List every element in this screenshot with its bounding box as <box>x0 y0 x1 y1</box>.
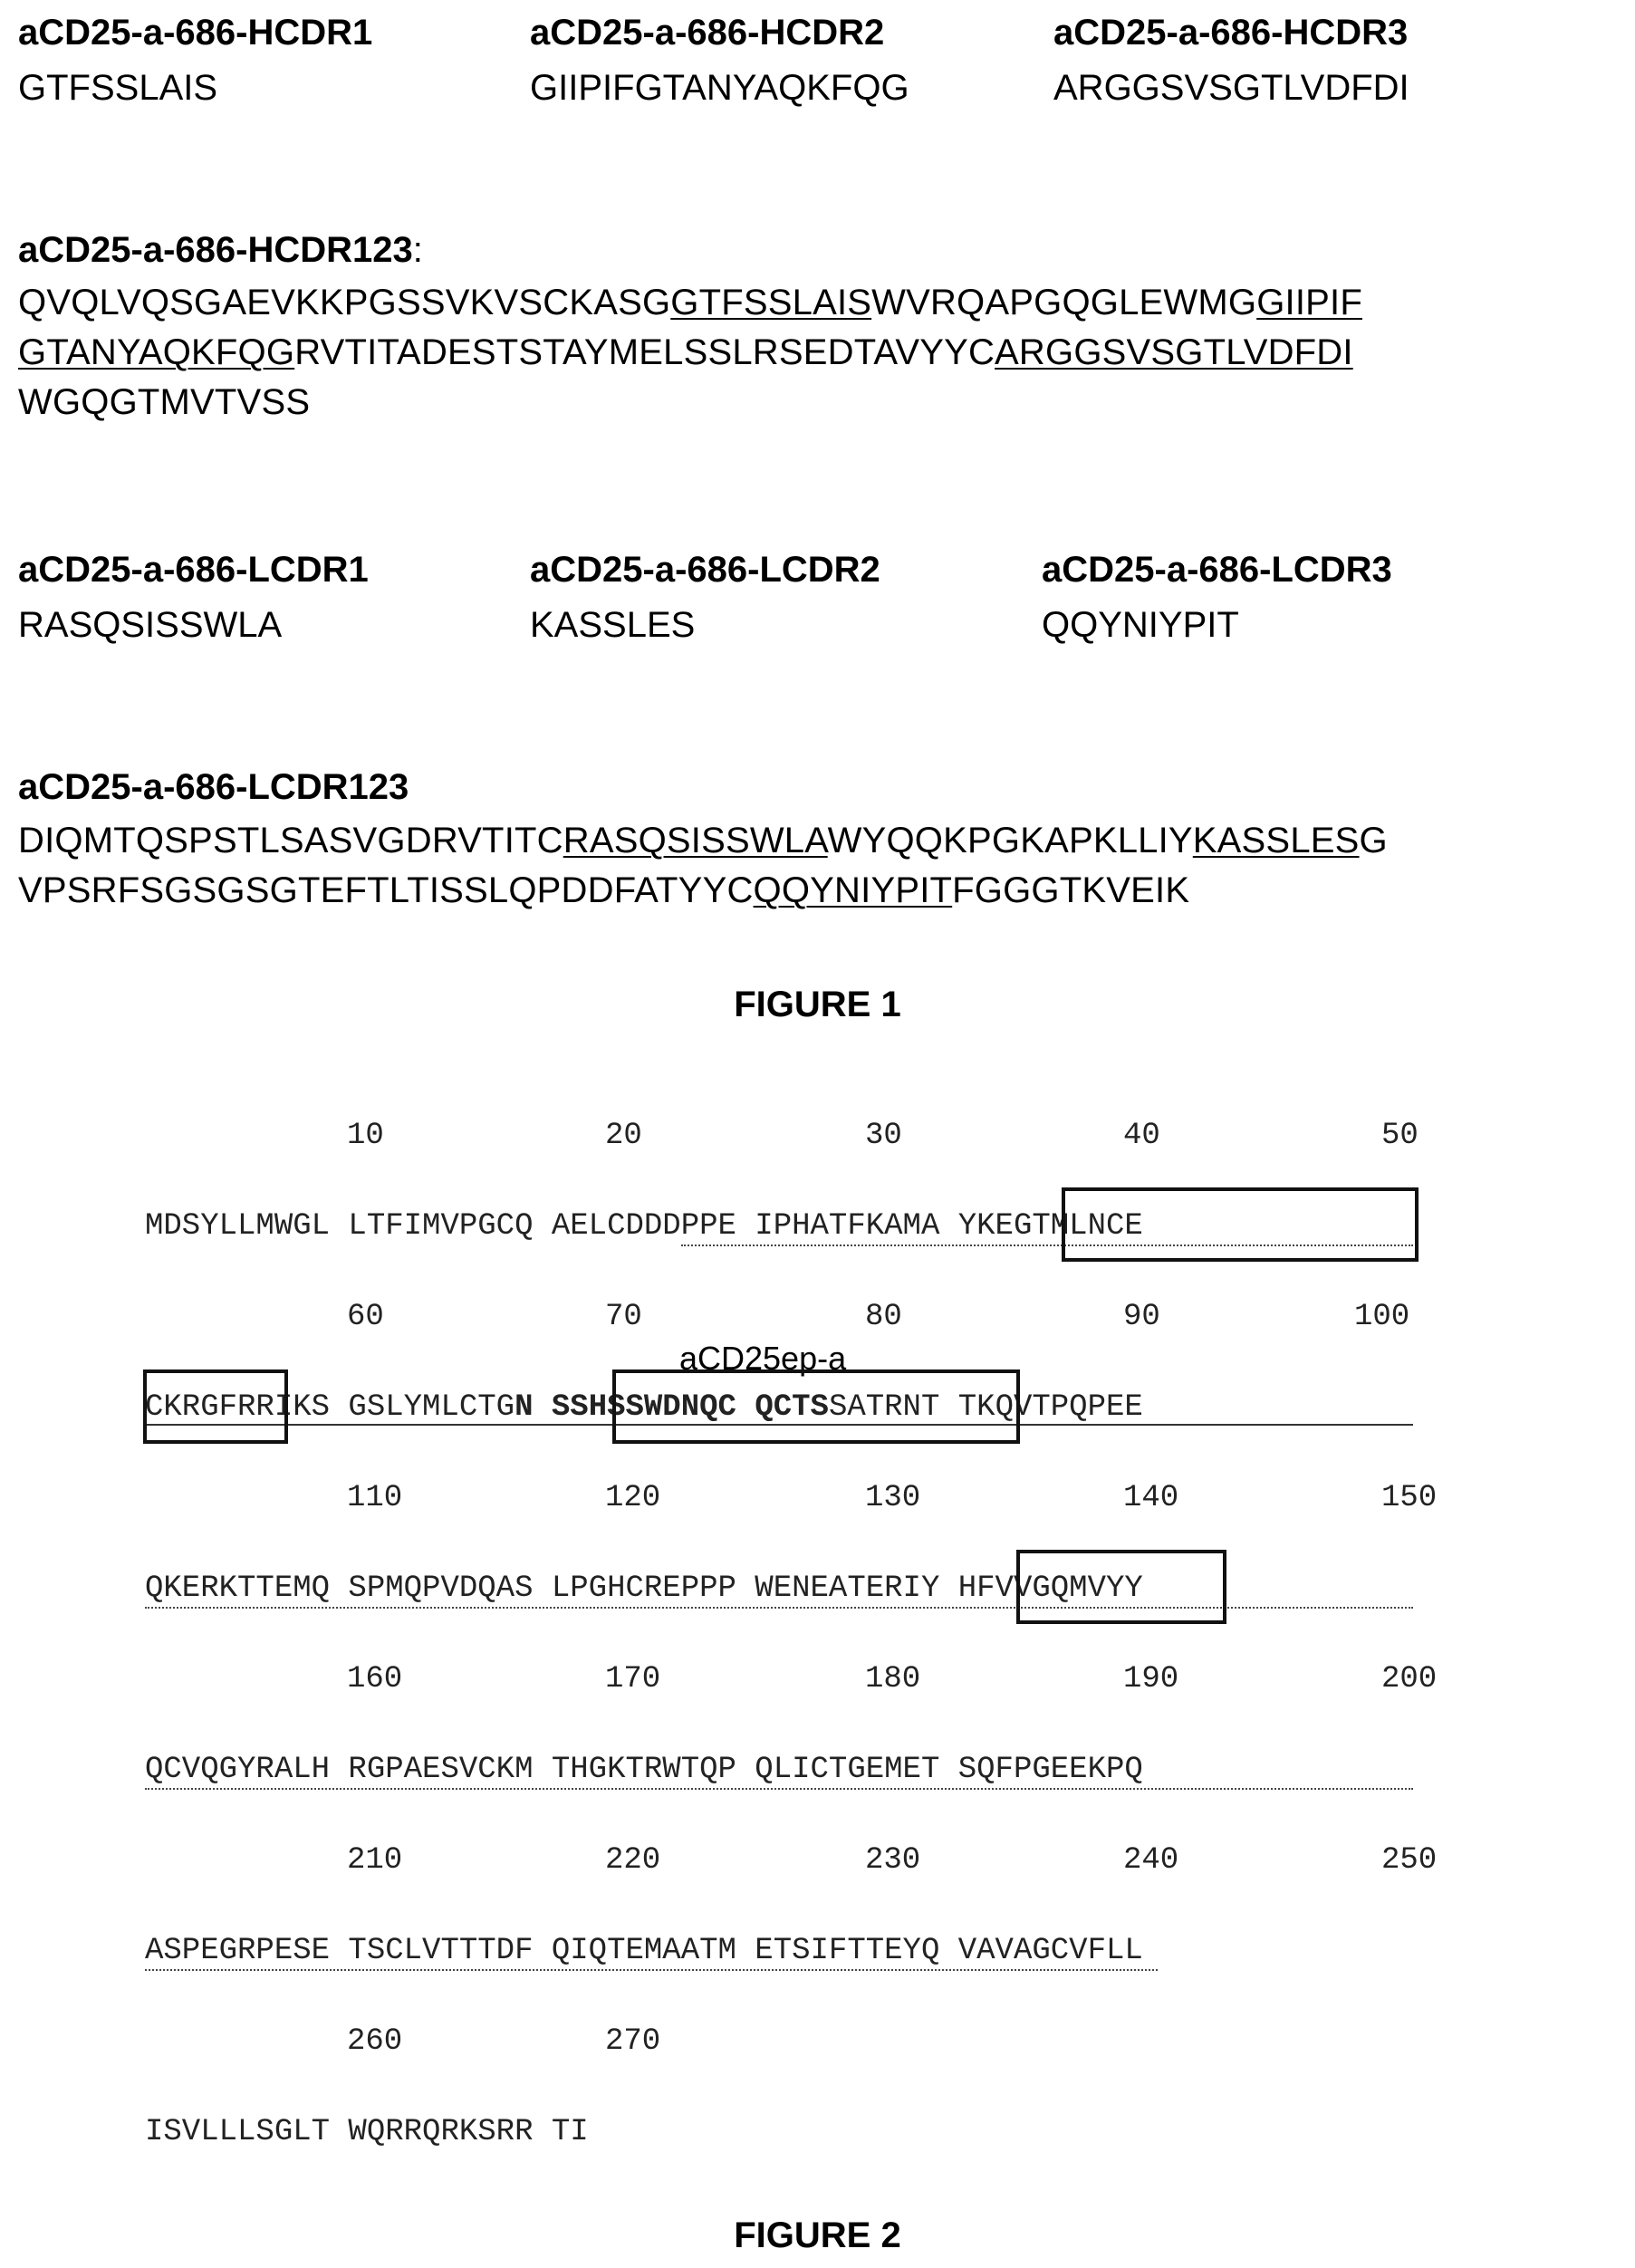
sequence-row-2-part-1: CKRGFRRIKS GSLYMLCTG <box>145 1390 515 1425</box>
position-label: 30 <box>865 1119 902 1153</box>
position-label: 200 <box>1381 1662 1438 1696</box>
position-label: 270 <box>605 2024 661 2059</box>
sequence-row-2-part-3: SATRNT TKQVTPQPEE <box>828 1390 1143 1425</box>
position-label: 170 <box>605 1662 661 1696</box>
sequence-row-3: QKERKTTEMQ SPMQPVDQAS LPGHCREPPP WENEATERIY HFVVGQMVYY <box>145 1571 1143 1606</box>
lcdr1-name: aCD25-a-686-LCDR1 <box>18 550 369 590</box>
position-label: 100 <box>1354 1300 1410 1334</box>
lcdr1-sequence: RASQSISSWLA <box>18 605 283 645</box>
hcdr123-name-text: aCD25-a-686-HCDR123 <box>18 230 413 270</box>
hcdr123-cdr3: ARGGSVSGTLVDFDI <box>995 332 1353 372</box>
hcdr123-line-1 <box>18 281 1362 324</box>
position-label: 260 <box>347 2024 403 2059</box>
epitope-residues: N SSHSSWDNQC QCTS <box>515 1390 829 1425</box>
lcdr123-cdr3: QQYNIYPIT <box>753 870 953 910</box>
sequence-row-6: ISVLLLSGLT WQRRQRKSRR TI <box>145 2115 589 2149</box>
hcdr123-cdr2-part-1: GIIPIF <box>1256 283 1362 322</box>
hcdr123-cdr2-part-2: GTANYAQKFQG <box>18 332 295 372</box>
position-label: 50 <box>1381 1119 1419 1153</box>
lcdr123-framework-4: FGGGTKVEIK <box>952 870 1190 910</box>
hcdr123-name <box>18 228 423 272</box>
ectodomain-dotted-underline <box>145 1969 1158 1971</box>
figure-2-caption: FIGURE 2 <box>734 2215 901 2255</box>
lcdr123-cdr2: KASSLES <box>1192 821 1360 860</box>
lcdr2-sequence: KASSLES <box>530 605 696 645</box>
position-label: 40 <box>1123 1119 1160 1153</box>
sequence-row-1: MDSYLLMWGL LTFIMVPGCQ AELCDDDPPE IPHATFKAMA YKEGTMLNCE <box>145 1209 1143 1244</box>
position-label: 210 <box>347 1843 403 1878</box>
hcdr123-cdr1: GTFSSLAIS <box>670 283 872 322</box>
lcdr2-name: aCD25-a-686-LCDR2 <box>530 550 880 590</box>
hcdr2-sequence: GIIPIFGTANYAQKFQG <box>530 68 909 108</box>
lcdr123-cdr1: RASQSISSWLA <box>563 821 828 860</box>
epitope-box-acd25ep-a <box>612 1369 1020 1444</box>
position-label: 220 <box>605 1843 661 1878</box>
hcdr123-line-2 <box>18 331 1353 374</box>
lcdr123-line-2 <box>18 869 1189 912</box>
position-label: 70 <box>605 1300 642 1334</box>
lcdr123-framework-2: WYQQKPGKAPKLLIY <box>827 821 1193 860</box>
hcdr123-framework-2: WVRQAPGQGLEWMG <box>871 283 1257 322</box>
epitope-label: aCD25ep-a <box>679 1340 847 1377</box>
position-label: 20 <box>605 1119 642 1153</box>
hcdr123-line-3: WGQGTMVTVSS <box>18 382 311 422</box>
hcdr123-colon: : <box>412 230 423 270</box>
lcdr123-framework-1: DIQMTQSPSTLSASVGDRVTITC <box>18 821 563 860</box>
figure-1-caption: FIGURE 1 <box>734 985 901 1024</box>
position-label: 110 <box>347 1481 403 1515</box>
epitope-box <box>1016 1550 1226 1624</box>
position-label: 120 <box>605 1481 661 1515</box>
sequence-row-4: QCVQGYRALH RGPAESVCKM THGKTRWTQP QLICTGEMET SQFPGEEKPQ <box>145 1753 1143 1787</box>
position-label: 10 <box>347 1119 384 1153</box>
position-label: 80 <box>865 1300 902 1334</box>
position-label: 130 <box>865 1481 921 1515</box>
sequence-row-5: ASPEGRPESE TSCLVTTTDF QIQTEMAATM ETSIFTTEYQ VAVAGCVFLL <box>145 1934 1143 1968</box>
position-label: 250 <box>1381 1843 1438 1878</box>
position-label: 150 <box>1381 1481 1438 1515</box>
position-label: 60 <box>347 1300 384 1334</box>
hcdr1-sequence: GTFSSLAIS <box>18 68 218 108</box>
lcdr3-sequence: QQYNIYPIT <box>1042 605 1239 645</box>
position-label: 180 <box>865 1662 921 1696</box>
position-label: 240 <box>1123 1843 1179 1878</box>
epitope-box <box>1062 1187 1419 1262</box>
lcdr123-line-1 <box>18 819 1388 862</box>
position-label: 90 <box>1123 1300 1160 1334</box>
epitope-box <box>143 1369 288 1444</box>
position-label: 160 <box>347 1662 403 1696</box>
position-label: 140 <box>1123 1481 1179 1515</box>
hcdr123-framework-3: RVTITADESTSTAYMELSSLRSEDTAVYYC <box>294 332 995 372</box>
lcdr123-framework-3: VPSRFSGSGSGTEFTLTISSLQPDDFATYYC <box>18 870 754 910</box>
lcdr3-name: aCD25-a-686-LCDR3 <box>1042 550 1392 590</box>
hcdr1-name: aCD25-a-686-HCDR1 <box>18 13 373 53</box>
hcdr2-name: aCD25-a-686-HCDR2 <box>530 13 885 53</box>
hcdr3-sequence: ARGGSVSGTLVDFDI <box>1053 68 1409 108</box>
hcdr123-framework-1: QVQLVQSGAEVKKPGSSVKVSCKASG <box>18 283 671 322</box>
position-label: 190 <box>1123 1662 1179 1696</box>
position-label: 230 <box>865 1843 921 1878</box>
lcdr123-name: aCD25-a-686-LCDR123 <box>18 767 409 807</box>
hcdr3-name: aCD25-a-686-HCDR3 <box>1053 13 1409 53</box>
ectodomain-dotted-underline <box>145 1788 1413 1790</box>
lcdr123-framework-3-start: G <box>1359 821 1388 860</box>
